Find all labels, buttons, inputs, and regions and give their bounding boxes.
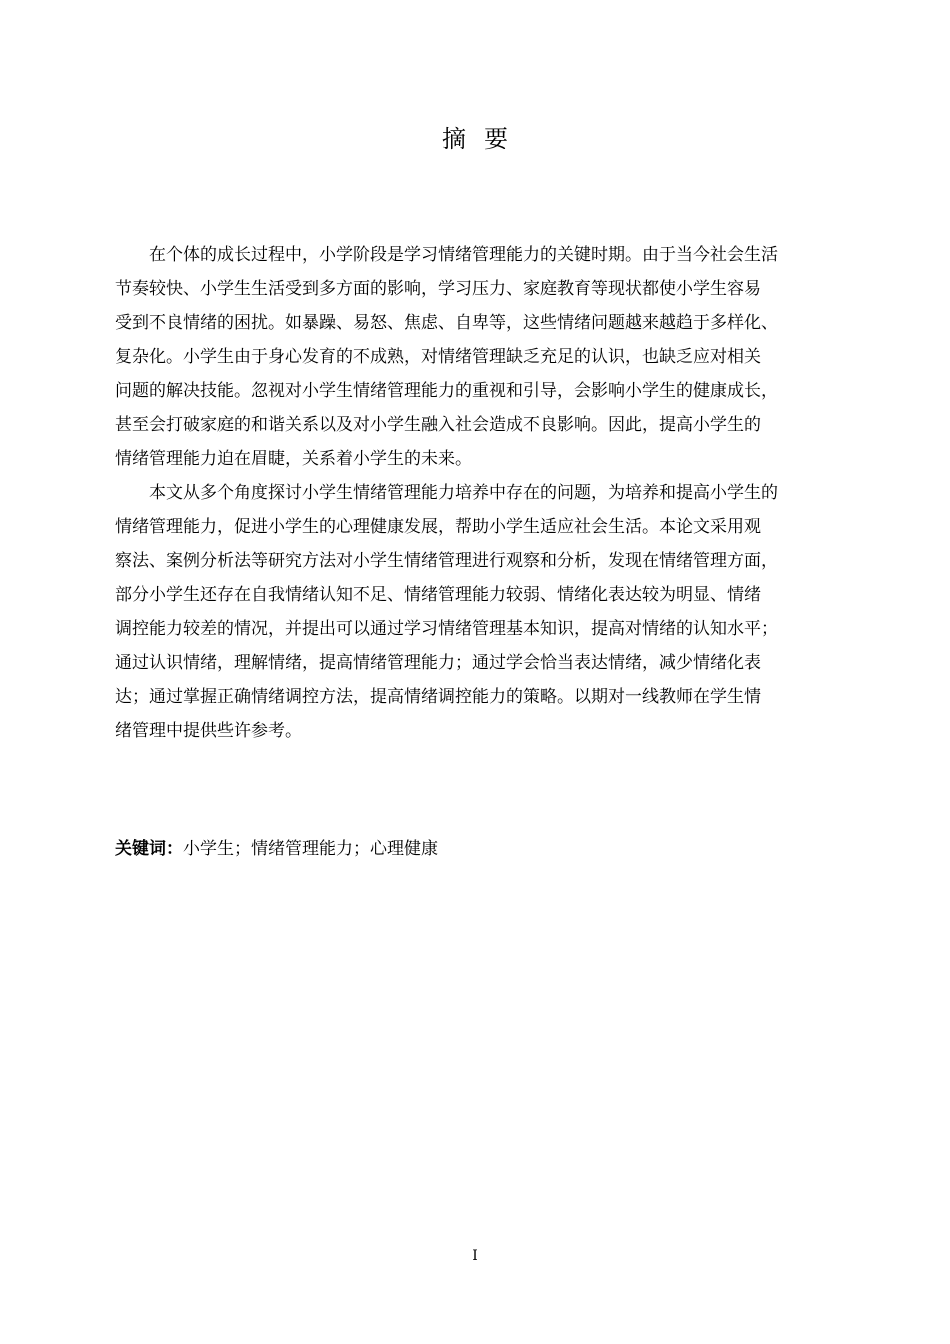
page-number: I [472, 1248, 478, 1264]
keywords [115, 832, 857, 866]
text-line: 绪管理中提供些许参考。 [115, 721, 302, 741]
keywords-label: 关键词： [115, 839, 183, 859]
text-line: 情绪管理能力迫在眉睫，关系着小学生的未来。 [115, 449, 472, 469]
text-line: 甚至会打破家庭的和谐关系以及对小学生融入社会造成不良影响。因此，提高小学生的 [115, 415, 761, 435]
text-line: 复杂化。小学生由于身心发育的不成熟，对情绪管理缺乏充足的认识，也缺乏应对相关 [115, 347, 761, 367]
abstract-paragraph-1 [115, 238, 857, 476]
text-line: 调控能力较差的情况，并提出可以通过学习情绪管理基本知识，提高对情绪的认知水平； [115, 619, 778, 639]
text-line: 本文从多个角度探讨小学生情绪管理能力培养中存在的问题，为培养和提高小学生的 [149, 483, 778, 503]
text-line: 达；通过掌握正确情绪调控方法，提高情绪调控能力的策略。以期对一线教师在学生情 [115, 687, 761, 707]
abstract-body [115, 238, 857, 748]
page-title: 摘要 [442, 125, 526, 153]
text-line: 节奏较快、小学生生活受到多方面的影响，学习压力、家庭教育等现状都使小学生容易 [115, 279, 761, 299]
text-line: 问题的解决技能。忽视对小学生情绪管理能力的重视和引导，会影响小学生的健康成长， [115, 381, 778, 401]
text-line: 情绪管理能力，促进小学生的心理健康发展，帮助小学生适应社会生活。本论文采用观 [115, 517, 761, 537]
text-line: 察法、案例分析法等研究方法对小学生情绪管理进行观察和分析，发现在情绪管理方面， [115, 551, 778, 571]
abstract-paragraph-2 [115, 476, 857, 748]
text-line: 受到不良情绪的困扰。如暴躁、易怒、焦虑、自卑等，这些情绪问题越来越趋于多样化、 [115, 313, 778, 333]
text-line: 通过认识情绪，理解情绪，提高情绪管理能力；通过学会恰当表达情绪，减少情绪化表 [115, 653, 761, 673]
keywords-value: 小学生；情绪管理能力；心理健康 [183, 839, 438, 859]
text-line: 在个体的成长过程中，小学阶段是学习情绪管理能力的关键时期。由于当今社会生活 [149, 245, 778, 265]
text-line: 部分小学生还存在自我情绪认知不足、情绪管理能力较弱、情绪化表达较为明显、情绪 [115, 585, 761, 605]
